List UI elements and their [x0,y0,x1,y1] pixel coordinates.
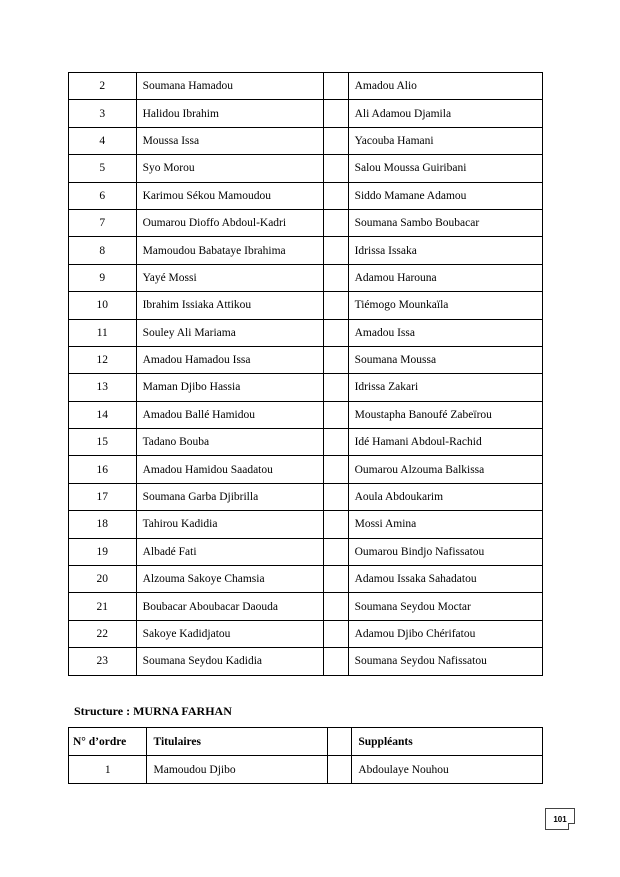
order-number-cell: 8 [69,237,137,264]
titulaire-cell: Tahirou Kadidia [136,511,323,538]
titulaire-cell: Ibrahim Issiaka Attikou [136,292,323,319]
suppleant-cell: Soumana Sambo Boubacar [348,209,542,236]
suppleant-cell: Abdoulaye Nouhou [352,756,543,784]
table-header-row [69,728,543,756]
order-number-cell: 18 [69,511,137,538]
table-row [69,264,543,291]
suppleant-cell: Adamou Issaka Sahadatou [348,566,542,593]
titulaire-cell: Souley Ali Mariama [136,319,323,346]
suppleant-cell: Amadou Alio [348,73,542,100]
suppleant-cell: Idrissa Zakari [348,374,542,401]
titulaire-cell: Amadou Hamidou Saadatou [136,456,323,483]
table-row [69,620,543,647]
order-number-cell: 11 [69,319,137,346]
order-number-cell: 6 [69,182,137,209]
table-row [69,511,543,538]
order-number-cell: 22 [69,620,137,647]
structure-table [68,727,543,784]
order-number-cell: 2 [69,73,137,100]
empty-cell [323,429,348,456]
suppleant-cell: Moustapha Banoufé Zabeïrou [348,401,542,428]
empty-cell [323,237,348,264]
titulaire-cell: Albadé Fati [136,538,323,565]
order-number-cell: 3 [69,100,137,127]
suppleant-cell: Soumana Seydou Nafissatou [348,648,542,675]
order-number-cell: 17 [69,483,137,510]
table-row [69,73,543,100]
empty-cell [323,620,348,647]
empty-cell [323,346,348,373]
order-number-cell: 15 [69,429,137,456]
suppleant-cell: Idrissa Issaka [348,237,542,264]
titulaire-cell: Yayé Mossi [136,264,323,291]
order-number-cell: 19 [69,538,137,565]
titulaire-cell: Maman Djibo Hassia [136,374,323,401]
empty-cell [323,319,348,346]
suppleant-cell: Aoula Abdoukarim [348,483,542,510]
suppleant-cell: Yacouba Hamani [348,127,542,154]
empty-cell [323,100,348,127]
order-number-cell: 23 [69,648,137,675]
order-number-cell: 12 [69,346,137,373]
table-row [69,593,543,620]
suppleant-cell: Amadou Issa [348,319,542,346]
suppleant-cell: Ali Adamou Djamila [348,100,542,127]
titulaire-cell: Mamoudou Babataye Ibrahima [136,237,323,264]
titulaire-cell: Amadou Hamadou Issa [136,346,323,373]
empty-cell [323,483,348,510]
empty-cell [323,182,348,209]
header-order-number: N° d’ordre [69,728,147,756]
titulaire-cell: Halidou Ibrahim [136,100,323,127]
order-number-cell: 16 [69,456,137,483]
empty-cell [323,209,348,236]
titulaire-cell: Sakoye Kadidjatou [136,620,323,647]
empty-cell [323,401,348,428]
suppleant-cell: Adamou Harouna [348,264,542,291]
table-row [69,648,543,675]
order-number-cell: 20 [69,566,137,593]
table-row [69,100,543,127]
order-number-cell: 4 [69,127,137,154]
titulaire-cell: Soumana Garba Djibrilla [136,483,323,510]
members-table [68,72,543,676]
empty-cell [323,127,348,154]
table-row [69,483,543,510]
order-number-cell: 1 [69,756,147,784]
suppleant-cell: Soumana Seydou Moctar [348,593,542,620]
titulaire-cell: Amadou Ballé Hamidou [136,401,323,428]
suppleant-cell: Oumarou Bindjo Nafissatou [348,538,542,565]
empty-cell [323,264,348,291]
titulaire-cell: Soumana Hamadou [136,73,323,100]
header-suppleants: Suppléants [352,728,543,756]
table-row [69,456,543,483]
header-titulaires: Titulaires [147,728,327,756]
titulaire-cell: Tadano Bouba [136,429,323,456]
order-number-cell: 5 [69,155,137,182]
suppleant-cell: Salou Moussa Guiribani [348,155,542,182]
empty-cell [323,648,348,675]
empty-cell [323,593,348,620]
empty-cell [327,728,351,756]
suppleant-cell: Soumana Moussa [348,346,542,373]
table-row [69,429,543,456]
titulaire-cell: Oumarou Dioffo Abdoul-Kadri [136,209,323,236]
page-number: 101 [545,808,575,830]
empty-cell [323,73,348,100]
table-row [69,127,543,154]
empty-cell [323,538,348,565]
order-number-cell: 7 [69,209,137,236]
suppleant-cell: Adamou Djibo Chérifatou [348,620,542,647]
table-row [69,374,543,401]
order-number-cell: 9 [69,264,137,291]
titulaire-cell: Moussa Issa [136,127,323,154]
suppleant-cell: Idé Hamani Abdoul-Rachid [348,429,542,456]
table-row [69,538,543,565]
table-row [69,237,543,264]
table-row [69,756,543,784]
titulaire-cell: Syo Morou [136,155,323,182]
table-row [69,566,543,593]
empty-cell [323,374,348,401]
table-row [69,401,543,428]
table-row [69,292,543,319]
table-row [69,319,543,346]
order-number-cell: 13 [69,374,137,401]
empty-cell [323,456,348,483]
empty-cell [323,566,348,593]
table-row [69,155,543,182]
order-number-cell: 21 [69,593,137,620]
suppleant-cell: Siddo Mamane Adamou [348,182,542,209]
titulaire-cell: Alzouma Sakoye Chamsia [136,566,323,593]
table-row [69,346,543,373]
titulaire-cell: Karimou Sékou Mamoudou [136,182,323,209]
empty-cell [323,292,348,319]
titulaire-cell: Mamoudou Djibo [147,756,327,784]
order-number-cell: 14 [69,401,137,428]
table-row [69,209,543,236]
empty-cell [323,511,348,538]
empty-cell [327,756,351,784]
table-row [69,182,543,209]
titulaire-cell: Boubacar Aboubacar Daouda [136,593,323,620]
suppleant-cell: Mossi Amina [348,511,542,538]
structure-title: Structure : MURNA FARHAN [74,704,232,718]
members-table-body [69,73,543,676]
suppleant-cell: Oumarou Alzouma Balkissa [348,456,542,483]
order-number-cell: 10 [69,292,137,319]
suppleant-cell: Tiémogo Mounkaïla [348,292,542,319]
empty-cell [323,155,348,182]
titulaire-cell: Soumana Seydou Kadidia [136,648,323,675]
